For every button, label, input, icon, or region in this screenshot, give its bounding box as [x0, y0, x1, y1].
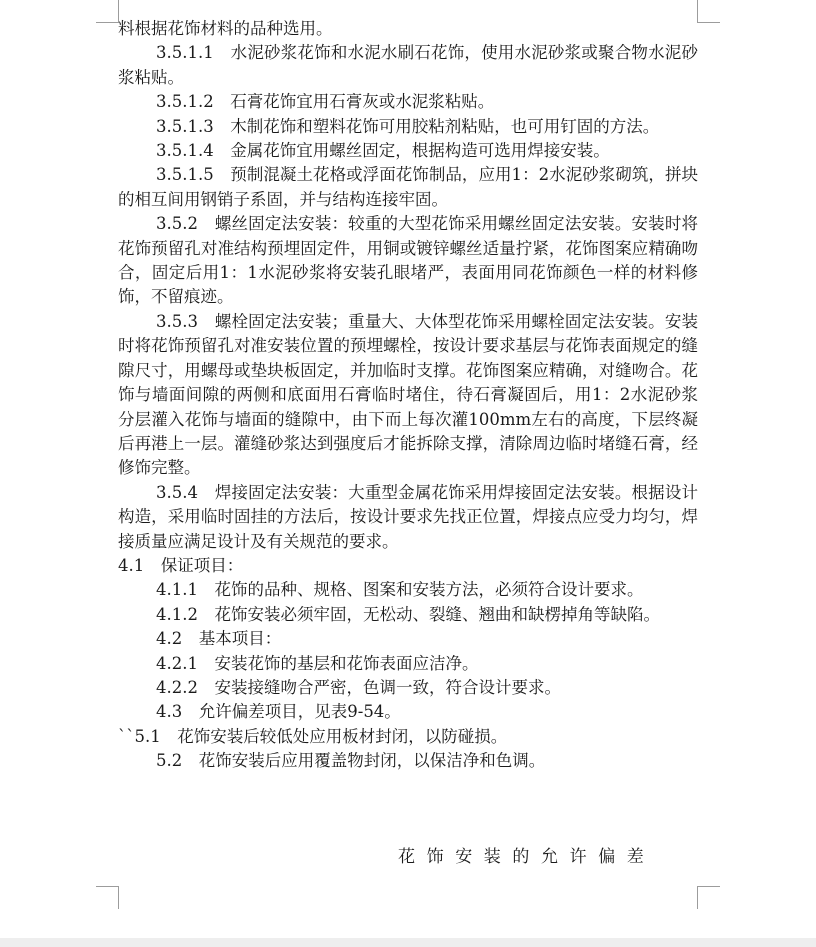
heading-4-2: 4.2 基本项目： [156, 629, 282, 649]
paragraph-5-1: ``5.1 花饰安装后较低处应用板材封闭，以防碰损。 [118, 726, 508, 746]
document-body [118, 17, 698, 774]
paragraph-3-5-1-3: 3.5.1.3 木制花饰和塑料花饰可用胶粘剂粘贴，也可用钉固的方法。 [156, 116, 660, 136]
paragraph-4-1-2: 4.1.2 花饰安装必须牢固，无松动、裂缝、翘曲和缺楞掉角等缺陷。 [156, 604, 660, 624]
paragraph-4-3: 4.3 允许偏差项目，见表9-54。 [156, 702, 401, 722]
paragraph-5-2: 5.2 花饰安装后应用覆盖物封闭，以保洁净和色调。 [156, 751, 546, 771]
paragraph-4-1-1: 4.1.1 花饰的品种、规格、图案和安装方法，必须符合设计要求。 [156, 580, 644, 600]
paragraph-3-5-3: 3.5.3 螺栓固定法安装；重量大、大体型花饰采用螺栓固定法安装。安装时将花饰预留孔对准安装位置的预埋螺栓，按设计要求基层与花饰表面规定的缝隙尺寸，用螺母或垫块板固定，并加临时支撑。花饰图案应精确，对缝吻合。花饰与墙面间隙的两侧和底面用石膏临时堵住，待石膏凝固后，用1：2水泥砂浆分层灌入花饰与墙面的缝隙中，由下而上每次灌100mm左右的高度，下层终凝后再港上一层。灌缝砂浆达到强度后才能拆除支撑，清除周边临时堵缝石膏，经修饰完整。 [118, 311, 698, 478]
paragraph-3-5-4: 3.5.4 焊接固定法安装：大重型金属花饰采用焊接固定法安装。根据设计构造，采用临时固挂的方法后，按设计要求先找正位置，焊接点应受力均匀，焊接质量应满足设计及有关规范的要求。 [118, 482, 698, 551]
heading-4-1: 4.1 保证项目： [118, 555, 244, 575]
paragraph-3-5-1-2: 3.5.1.2 石膏花饰宜用石膏灰或水泥浆粘贴。 [156, 92, 495, 112]
page-corner-mark-top-right [697, 0, 720, 23]
table-caption: 花饰安装的允许偏差 [398, 847, 656, 867]
paragraph-3-5-1-5: 3.5.1.5 预制混凝土花格或浮面花饰制品，应用1：2水泥砂浆砌筑，拼块的相互间用钢销子系固，并与结构连接牢固。 [118, 165, 698, 209]
page-corner-mark-bottom-left [96, 886, 119, 909]
paragraph-3-5-2: 3.5.2 螺丝固定法安装：较重的大型花饰采用螺丝固定法安装。安装时将花饰预留孔对准结构预埋固定件，用铜或镀锌螺丝适量拧紧，花饰图案应精确吻合，固定后用1：1水泥砂浆将安装孔眼堵严，表面用同花饰颜色一样的材料修饰，不留痕迹。 [118, 214, 698, 307]
paragraph-4-2-1: 4.2.1 安装花饰的基层和花饰表面应洁净。 [156, 653, 479, 673]
paragraph-3-5-1-4: 3.5.1.4 金属花饰宜用螺丝固定，根据构造可选用焊接安装。 [156, 141, 610, 161]
page-corner-mark-top-left [96, 0, 119, 23]
paragraph-4-2-2: 4.2.2 安装接缝吻合严密，色调一致，符合设计要求。 [156, 677, 561, 697]
page-corner-mark-bottom-right [697, 886, 720, 909]
paragraph-continuation: 料根据花饰材料的品种选用。 [118, 19, 333, 38]
paragraph-3-5-1-1: 3.5.1.1 水泥砂浆花饰和水泥水刷石花饰，使用水泥砂浆或聚合物水泥砂浆粘贴。 [118, 43, 698, 87]
page-bottom-gutter [0, 938, 816, 947]
